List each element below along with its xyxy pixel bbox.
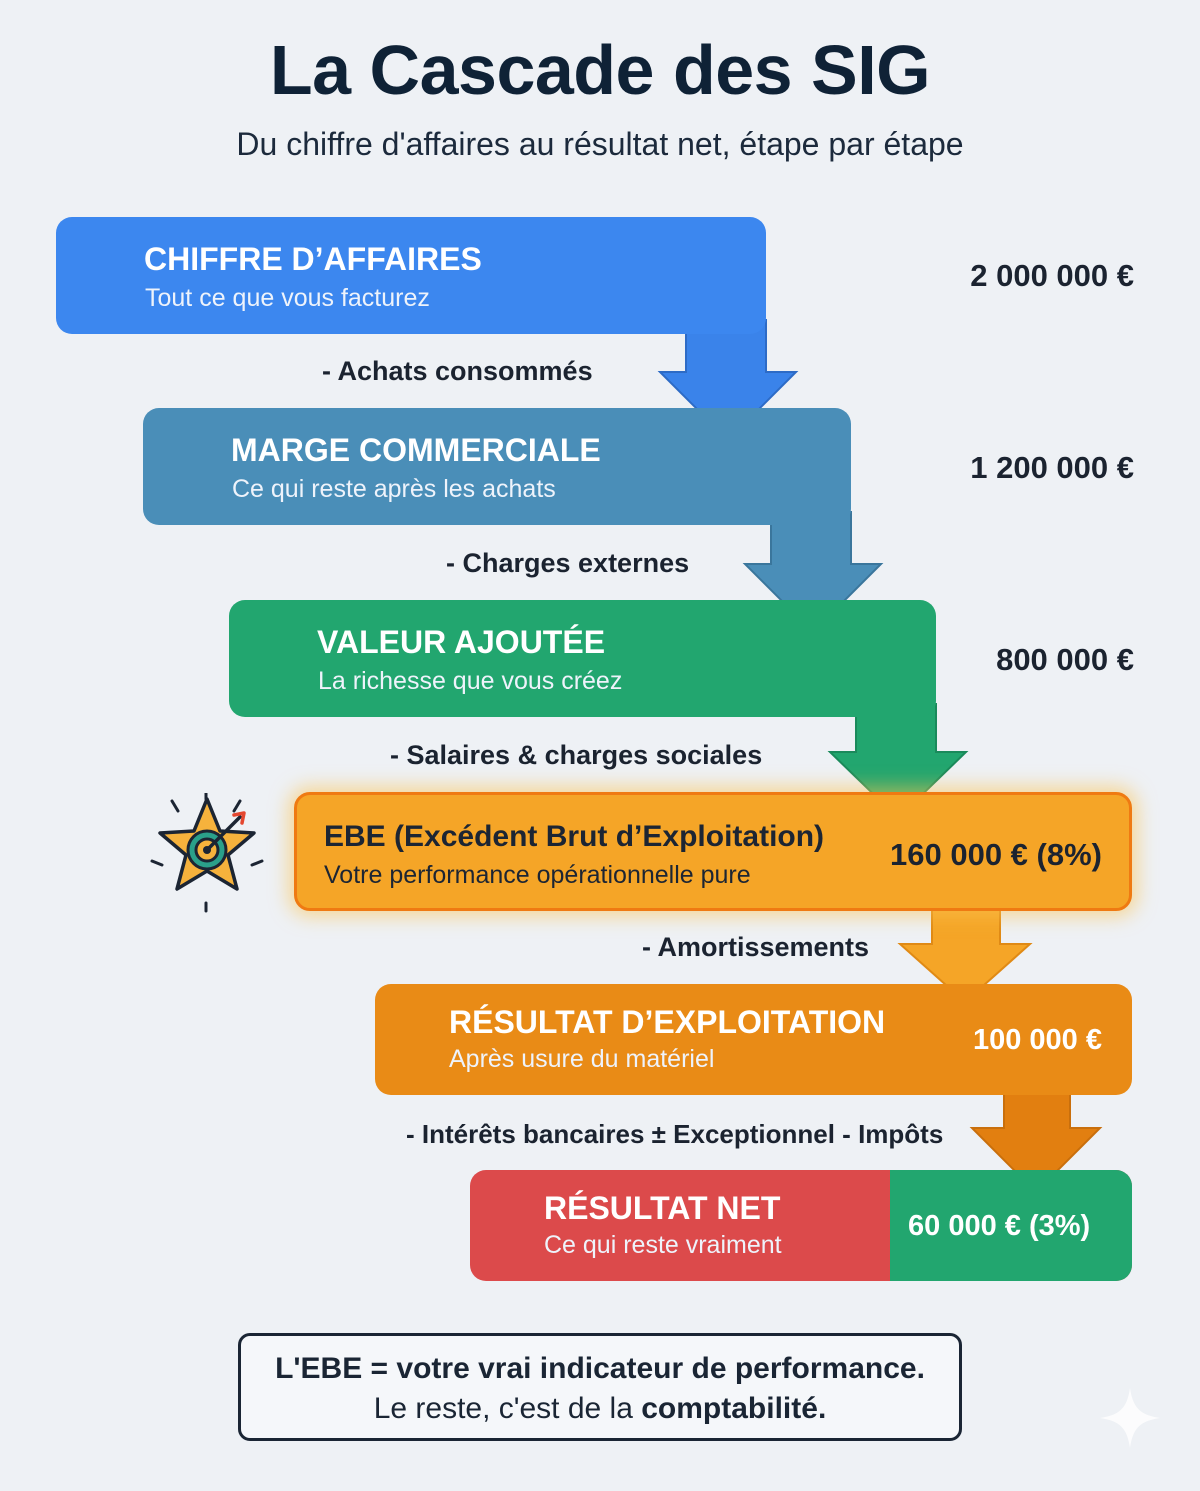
callout-line-2-bold: comptabilité. — [641, 1392, 827, 1425]
callout-line-2-prefix: Le reste, c'est de la — [373, 1392, 642, 1425]
step-description: Ce qui reste vraiment — [544, 1231, 782, 1259]
step-chiffre-affaires — [56, 217, 766, 334]
step-value-re: 100 000 € — [972, 1024, 1102, 1056]
step-resultat-exploitation — [375, 984, 1132, 1095]
page-subtitle: Du chiffre d'affaires au résultat net, étape par étape — [236, 126, 964, 162]
deduction-achats: - Achats consommés — [322, 356, 593, 386]
deduction-amortissements: - Amortissements — [642, 932, 870, 962]
step-description: Tout ce que vous facturez — [145, 284, 430, 312]
step-title: RÉSULTAT NET — [544, 1190, 781, 1226]
step-title: MARGE COMMERCIALE — [231, 432, 601, 468]
deduction-salaires: - Salaires & charges sociales — [390, 740, 763, 770]
step-title: EBE (Excédent Brut d’Exploitation) — [324, 820, 825, 853]
deduction-interets-impots: - Intérêts bancaires ± Exceptionnel - Impôts — [406, 1119, 944, 1149]
star-target-icon — [148, 793, 266, 913]
callout-line-2 — [241, 1392, 959, 1426]
step-title: CHIFFRE D’AFFAIRES — [144, 241, 482, 277]
step-value-va: 800 000 € — [996, 642, 1134, 677]
step-description: Votre performance opérationnelle pure — [324, 861, 751, 889]
step-value-rn: 60 000 € (3%) — [908, 1210, 1091, 1242]
step-title: VALEUR AJOUTÉE — [317, 624, 606, 660]
callout-line-1: L'EBE = votre vrai indicateur de performance. — [275, 1352, 925, 1385]
step-resultat-net — [470, 1170, 1132, 1281]
step-title: RÉSULTAT D’EXPLOITATION — [449, 1004, 886, 1040]
ebe-callout — [238, 1333, 962, 1441]
step-description: La richesse que vous créez — [318, 667, 623, 695]
step-value-ca: 2 000 000 € — [970, 258, 1134, 293]
step-description: Ce qui reste après les achats — [232, 475, 556, 503]
page-title: La Cascade des SIG — [269, 31, 931, 109]
step-value-ebe: 160 000 € (8%) — [890, 837, 1102, 872]
step-marge-commerciale — [143, 408, 851, 525]
step-ebe — [294, 792, 1132, 911]
step-value-mc: 1 200 000 € — [970, 450, 1134, 485]
step-valeur-ajoutee — [229, 600, 936, 717]
step-description: Après usure du matériel — [449, 1045, 715, 1073]
deduction-charges-externes: - Charges externes — [446, 548, 690, 578]
sparkle-icon — [1098, 1386, 1162, 1450]
